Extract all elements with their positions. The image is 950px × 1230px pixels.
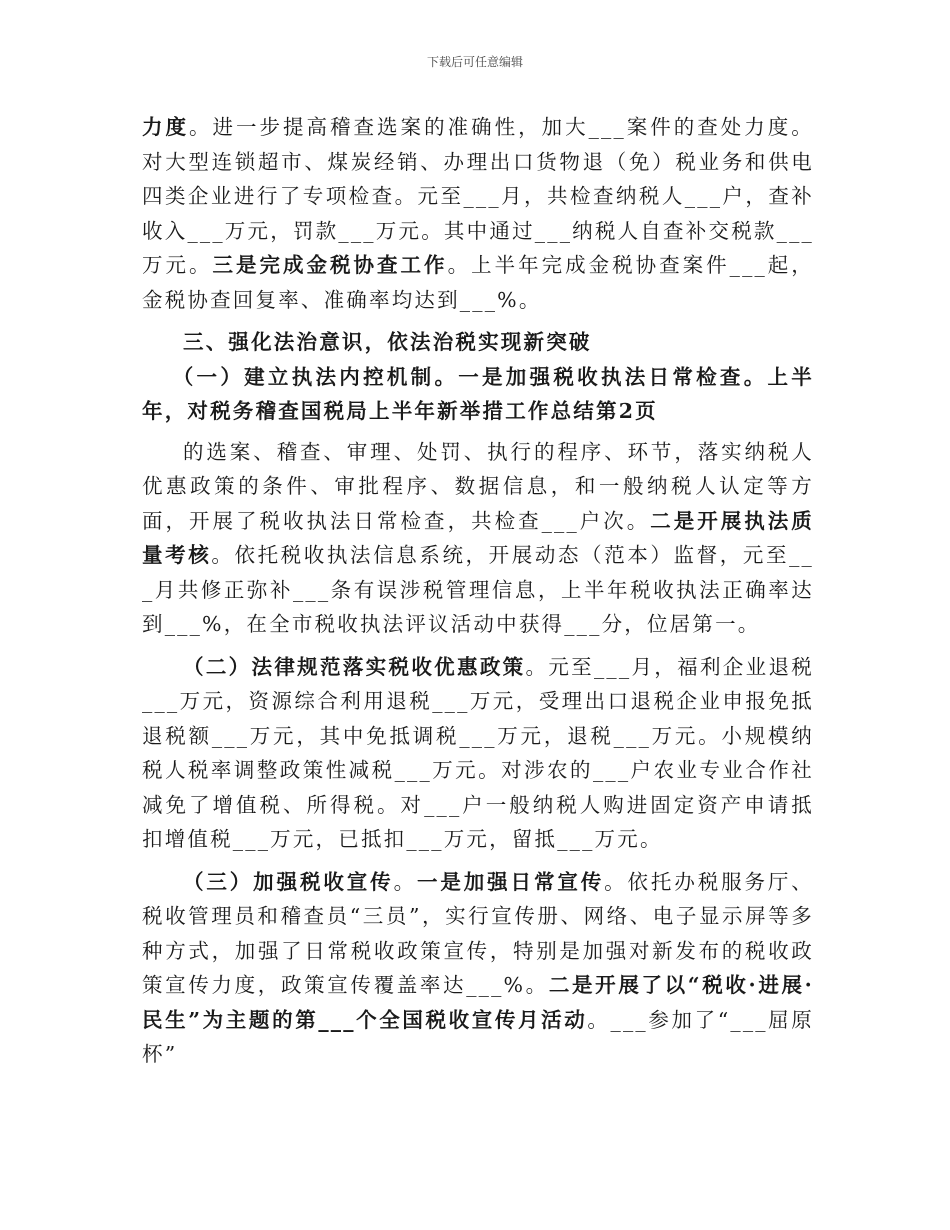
body-text: 。进一步提高稽查选案的准确性，加大___案件的查处力度。对大型连锁超市、煤炭经销、办理出口货物退（免）税业务和供电四类企业进行了专项检查。元至___月，共检查纳税人___户，查补收入___万元，罚款___万元。其中通过___纳税人自查补交税款___万元。: [142, 115, 814, 277]
bold-phrase: 二是开展执法质量考核: [142, 508, 814, 567]
paragraph-4: [142, 650, 814, 857]
bold-phrase: 一是加强日常宣传: [416, 869, 605, 894]
bold-phrase: 三是完成金税协查工作: [212, 253, 448, 277]
page-header: 下载后可任意编辑: [426, 55, 523, 69]
bold-phrase: 二是开展了以“税收·进展·民生”为主题的第___个全国税收宣传月活动: [142, 973, 814, 1032]
body-text: 。元至___月，福利企业退税___万元，资源综合利用退税___万元，受理出口退税企业申报免抵退税额___万元，其中免抵调税___万元，退税___万元。小规模纳税人税率调整政策性减税___万元。对涉农的___户农业专业合作社减免了增值税、所得税。对___户一般纳税人购进固定资产申请抵扣增值税___万元，已抵扣___万元，留抵___万元。: [142, 654, 814, 851]
body-text: 。上半年完成金税协查案件___起，金税协查回复率、准确率均达到___%。: [142, 253, 814, 312]
bold-phrase: （三）加强税收宣传: [183, 869, 394, 894]
paragraph-2: （一）建立执法内控机制。一是加强税收执法日常检查。上半年，对税务稽查国税局上半年新举措工作总结第2页: [142, 364, 814, 423]
body-text: 。依托税收执法信息系统，开展动态（范本）监督，元至___月共修正弥补___条有误涉税管理信息，上半年税收执法正确率达到___%，在全市税收执法评议活动中获得___分，位居第一。: [142, 543, 814, 636]
bold-phrase: 力度: [142, 115, 190, 139]
paragraph-3: [142, 435, 814, 642]
paragraph-1: [142, 110, 814, 317]
bold-phrase: （二）法律规范落实税收优惠政策: [183, 654, 526, 679]
body-text: 。依托办税服务厅、税收管理员和稽查员“三员”，实行宣传册、网络、电子显示屏等多种方式，加强了日常税收政策宣传，特别是加强对新发布的税收政策宣传力度，政策宣传覆盖率达___%。: [142, 869, 814, 997]
body-text: 的选案、稽查、审理、处罚、执行的程序、环节，落实纳税人优惠政策的条件、审批程序、数据信息，和一般纳税人认定等方面，开展了税收执法日常检查，共检查___户次。: [142, 439, 814, 533]
document-body: [142, 110, 814, 1072]
paragraph-5: [142, 865, 814, 1072]
body-text: 。___参加了“___屈原杯”: [142, 1007, 814, 1066]
body-text: 。: [393, 869, 417, 894]
section-heading: 三、强化法治意识，依法治税实现新突破: [183, 330, 592, 354]
